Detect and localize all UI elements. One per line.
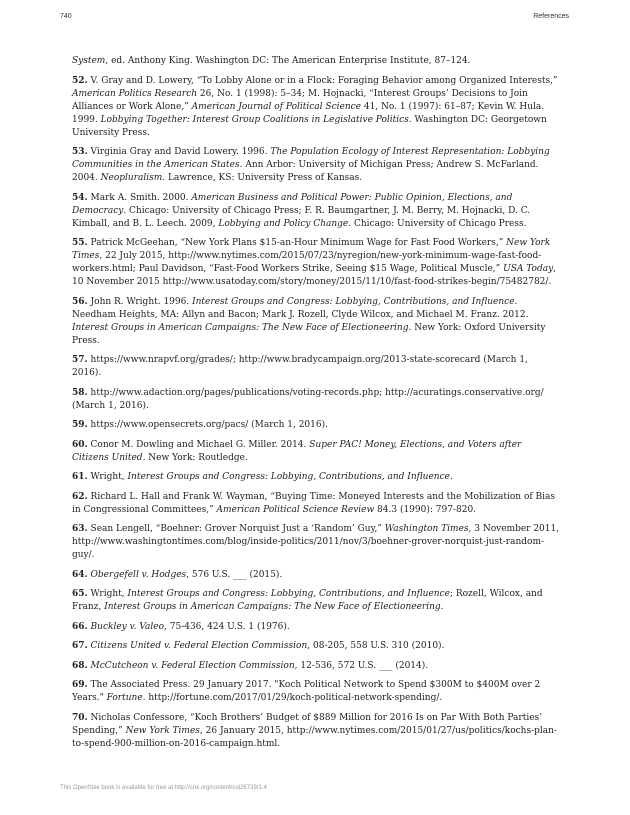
reference-entry — [72, 354, 560, 380]
reference-text: Sean Lengell, “Boehner: Grover Norquist Just a ‘Random’ Guy,” Washington Times, 3 November 2011, http://www.washingtontimes.com/blog/inside-politics/2011/nov/3/boehner-grover-norquist-just-random-guy/. — [72, 524, 560, 560]
reference-number: 66. — [72, 621, 88, 632]
reference-number: 54. — [72, 192, 88, 203]
reference-entry — [72, 621, 560, 634]
reference-text: Wright, Interest Groups and Congress: Lobbying, Contributions, and Influence. — [90, 472, 453, 482]
reference-text: Buckley v. Valeo, 75-436, 424 U.S. 1 (1976). — [90, 621, 290, 632]
reference-text: https://www.opensecrets.org/pacs/ (March 1, 2016). — [90, 420, 328, 430]
reference-number: 70. — [72, 712, 88, 723]
reference-text: Obergefell v. Hodges, 576 U.S. ___ (2015). — [90, 569, 283, 580]
reference-text: Richard L. Hall and Frank W. Wayman, “Buying Time: Moneyed Interests and the Mobilization of Bias in Congressional Committees,” American Political Science Review 84.3 (1990): 797-820. — [72, 491, 556, 515]
reference-entry — [72, 146, 560, 185]
reference-entry — [72, 419, 560, 432]
reference-number: 64. — [72, 569, 88, 580]
reference-number: 67. — [72, 641, 88, 651]
reference-text: Patrick McGeehan, “New York Plans $15-an-Hour Minimum Wage for Fast Food Workers,” New York Times, 22 July 2015, http://www.nytimes.com/2015/07/23/nyregion/new-york-minimum-wage-fast-food-workers.html; Paul Davidson, “Fast-Food Workers Strike, Seeing $15 Wage, Political Muscle,” USA Today, 10 November 2015 http://www.usatoday.com/story/money/2015/11/10/fast-food-strikes-begin/75482782/. — [72, 238, 557, 287]
reference-number: 65. — [72, 589, 88, 599]
reference-number: 53. — [72, 147, 88, 157]
reference-entry — [72, 569, 560, 582]
running-header: References — [533, 13, 569, 20]
reference-entry — [72, 439, 560, 465]
reference-entry — [72, 237, 560, 289]
reference-number: 52. — [72, 75, 88, 86]
reference-number: 60. — [72, 439, 88, 450]
reference-number: 69. — [72, 680, 88, 690]
reference-text: Nicholas Confessore, “Koch Brothers’ Budget of $889 Million for 2016 Is on Par With Both Parties’ Spending,” New York Times, 26 January 2015, http://www.nytimes.com/2015/01/27/us/politics/kochs-plan-to-spend-900-million-on-2016-campaign.html. — [72, 712, 557, 749]
reference-entry — [72, 640, 560, 653]
reference-entry — [72, 679, 560, 705]
reference-entry — [72, 712, 560, 751]
reference-entry — [72, 192, 560, 231]
reference-number: 55. — [72, 238, 88, 248]
reference-number: 57. — [72, 355, 88, 365]
reference-text: System, ed. Anthony King. Washington DC: The American Enterprise Institute, 87–124. — [72, 56, 471, 66]
reference-text: McCutcheon v. Federal Election Commission, 12-536, 572 U.S. ___ (2014). — [90, 660, 429, 671]
reference-text: V. Gray and D. Lowery, “To Lobby Alone or in a Flock: Foraging Behavior among Organized Interests,” American Politics Research 26, No. 1 (1998): 5–34; M. Hojnacki, “Interest Groups’ Decisions to Join Alliances or Work Alone,” American Journal of Political Science 41, No. 1 (1997): 61–87; Kevin W. Hula. 1999. Lobbying Together: Interest Group Coalitions in Legislative Politics. Washington DC: Georgetown University Press. — [72, 75, 558, 138]
reference-text: Wright, Interest Groups and Congress: Lobbying, Contributions, and Influence; Rozell, Wilcox, and Franz, Interest Groups in American Campaigns: The New Face of Electioneering. — [72, 589, 543, 612]
reference-number: 61. — [72, 472, 88, 482]
reference-text: http://www.adaction.org/pages/publications/voting-records.php; http://acuratings.conservative.org/ (March 1, 2016). — [72, 387, 544, 411]
reference-number: 62. — [72, 491, 88, 502]
reference-number: 68. — [72, 660, 88, 671]
reference-text: John R. Wright. 1996. Interest Groups and Congress: Lobbying, Contributions, and Influence. Needham Heights, MA: Allyn and Bacon; Mark J. Rozell, Clyde Wilcox, and Michael M. Franz. 2012. Interest Groups in American Campaigns: The New Face of Electioneering. New York: Oxford University Press. — [72, 296, 546, 346]
reference-entry — [72, 491, 560, 517]
reference-entry — [72, 471, 560, 484]
reference-text: The Associated Press. 29 January 2017. "Koch Political Network to Spend $300M to $400M over 2 Years." Fortune. http://fortune.com/2017/01/29/koch-political-network-spending/. — [72, 680, 541, 703]
reference-text: Virginia Gray and David Lowery. 1996. The Population Ecology of Interest Representation: Lobbying Communities in the American States. Ann Arbor: University of Michigan Press; Andrew S. McFarland. 2004. Neopluralism. Lawrence, KS: University Press of Kansas. — [72, 147, 550, 183]
reference-entry — [72, 588, 560, 614]
reference-text: https://www.nrapvf.org/grades/; http://www.bradycampaign.org/2013-state-scorecard (March 1, 2016). — [72, 355, 528, 378]
page-number: 740 — [60, 13, 72, 20]
reference-number: 63. — [72, 524, 88, 534]
reference-entry — [72, 75, 560, 140]
reference-list — [72, 55, 560, 757]
reference-number: 56. — [72, 296, 88, 307]
reference-entry — [72, 296, 560, 348]
reference-text: Conor M. Dowling and Michael G. Miller. 2014. Super PAC! Money, Elections, and Voters after Citizens United. New York: Routledge. — [72, 439, 522, 463]
reference-entry — [72, 660, 560, 673]
reference-entry — [72, 55, 560, 68]
reference-number: 59. — [72, 420, 88, 430]
page-footer: This OpenStax book is available for free at http://cnx.org/content/col26739/1.4 — [60, 785, 267, 791]
reference-text: Mark A. Smith. 2000. American Business and Political Power: Public Opinion, Elections, and Democracy. Chicago: University of Chicago Press; F. R. Baumgartner, J. M. Berry, M. Hojnacki, D. C. Kimball, and B. L. Leech. 2009, Lobbying and Policy Change. Chicago: University of Chicago Press. — [72, 192, 531, 229]
reference-number: 58. — [72, 387, 88, 398]
reference-entry — [72, 523, 560, 562]
reference-text: Citizens United v. Federal Election Commission, 08-205, 558 U.S. 310 (2010). — [90, 641, 445, 651]
reference-entry — [72, 387, 560, 413]
